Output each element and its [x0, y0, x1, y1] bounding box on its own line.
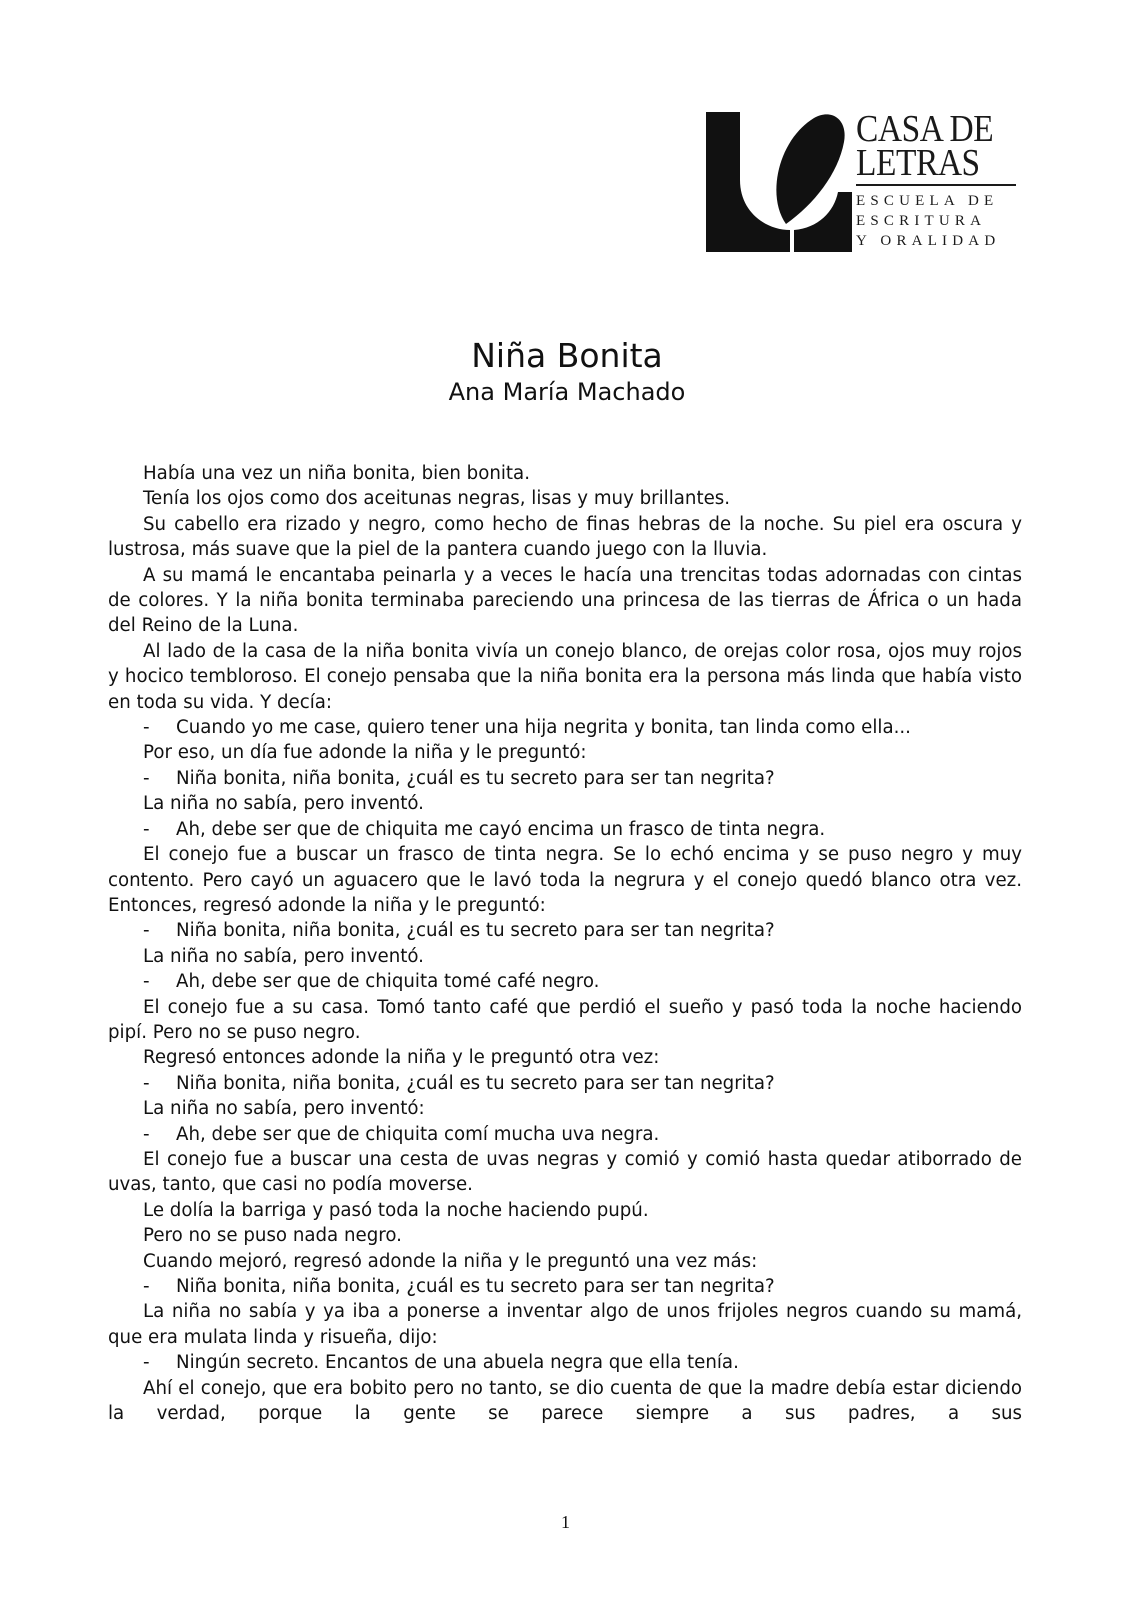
dialog-line — [108, 817, 1022, 842]
paragraph: El conejo fue a buscar un frasco de tinta negra. Se lo echó encima y se puso negro y muy contento. Pero cayó un aguacero que le lavó toda la negrura y el conejo quedó blanco otra vez. Entonces, regresó adonde la niña y le preguntó: — [108, 844, 1022, 916]
paragraph: Pero no se puso nada negro. — [143, 1225, 402, 1247]
dialog-text: Niña bonita, niña bonita, ¿cuál es tu secreto para ser tan negrita? — [176, 1072, 775, 1094]
logo-subtitle-line2: ESCRITURA — [856, 213, 987, 229]
dialog-line — [108, 1274, 1022, 1299]
logo-subtitle-line1: ESCUELA DE — [856, 193, 999, 209]
dialog-line — [108, 715, 1022, 740]
logo-text — [856, 108, 1026, 251]
story-body — [108, 461, 1022, 1426]
dialog-dash: - — [143, 1352, 150, 1374]
dialog-dash: - — [143, 767, 150, 789]
logo-divider — [856, 184, 1016, 186]
dialog-dash: - — [143, 1072, 150, 1094]
dialog-text: Niña bonita, niña bonita, ¿cuál es tu secreto para ser tan negrita? — [176, 920, 775, 942]
dialog-dash: - — [143, 1123, 150, 1145]
dialog-line — [108, 1122, 1022, 1147]
paragraph: El conejo fue a buscar una cesta de uvas negras y comió y comió hasta quedar atiborrado de uvas, tanto, que casi no podía moverse. — [108, 1148, 1022, 1196]
paragraph: Su cabello era rizado y negro, como hecho de finas hebras de la noche. Su piel era oscura y lustrosa, más suave que la piel de la pantera cuando juego con la lluvia. — [108, 513, 1022, 561]
dialog-text: Niña bonita, niña bonita, ¿cuál es tu secreto para ser tan negrita? — [176, 767, 775, 789]
paragraph: La niña no sabía, pero inventó. — [143, 945, 424, 967]
paragraph: Regresó entonces adonde la niña y le preguntó otra vez: — [143, 1047, 660, 1069]
author-name: Ana María Machado — [448, 378, 686, 406]
page-number: 1 — [561, 1512, 570, 1532]
paragraph: A su mamá le encantaba peinarla y a veces le hacía una trencitas todas adornadas con cintas de colores. Y la niña bonita terminaba pareciendo una princesa de las tierras de África o un hada del Reino de la Luna. — [108, 564, 1022, 637]
dialog-dash: - — [143, 717, 150, 739]
dialog-line — [108, 1350, 1022, 1375]
dialog-text: Ah, debe ser que de chiquita me cayó encima un frasco de tinta negra. — [176, 818, 826, 840]
dialog-text: Ningún secreto. Encantos de una abuela negra que ella tenía. — [176, 1352, 739, 1374]
paragraph: Había una vez un niña bonita, bien bonita. — [143, 463, 530, 484]
dialog-text: Niña bonita, niña bonita, ¿cuál es tu secreto para ser tan negrita? — [176, 1276, 775, 1297]
paragraph: Cuando mejoró, regresó adonde la niña y le preguntó una vez más: — [143, 1250, 758, 1272]
logo-title-line2: LETRAS — [856, 142, 980, 184]
paragraph: El conejo fue a su casa. Tomó tanto café que perdió el sueño y pasó toda la noche haciendo pipí. Pero no se puso negro. — [108, 996, 1022, 1043]
logo — [706, 108, 1026, 262]
dialog-line — [108, 1071, 1022, 1096]
paragraph: La niña no sabía, pero inventó. — [143, 793, 424, 815]
casa-de-letras-logo-icon — [706, 112, 852, 252]
page-title: Niña Bonita — [471, 336, 663, 375]
paragraph: Por eso, un día fue adonde la niña y le preguntó: — [143, 742, 587, 764]
dialog-line — [108, 766, 1022, 791]
dialog-dash: - — [143, 818, 150, 840]
dialog-text: Ah, debe ser que de chiquita tomé café negro. — [176, 971, 600, 993]
logo-subtitle-line3: Y ORALIDAD — [856, 233, 1001, 249]
dialog-text: Cuando yo me case, quiero tener una hija negrita y bonita, tan linda como ella... — [176, 717, 911, 739]
paragraph: Al lado de la casa de la niña bonita vivía un conejo blanco, de orejas color rosa, ojos muy rojos y hocico tembloroso. El conejo pensaba que la niña bonita era la persona más linda que había visto en toda su vida. Y decía: — [108, 640, 1022, 713]
dialog-dash: - — [143, 920, 150, 942]
logo-title-line1: CASA DE — [856, 108, 994, 150]
paragraph: Tenía los ojos como dos aceitunas negras, lisas y muy brillantes. — [143, 488, 731, 510]
paragraph: Le dolía la barriga y pasó toda la noche haciendo pupú. — [143, 1199, 649, 1221]
dialog-dash: - — [143, 971, 150, 993]
dialog-line — [108, 969, 1022, 994]
paragraph: La niña no sabía y ya iba a ponerse a inventar algo de unos frijoles negros cuando su mamá, que era mulata linda y risueña, dijo: — [108, 1301, 1022, 1348]
dialog-text: Ah, debe ser que de chiquita comí mucha uva negra. — [176, 1123, 660, 1145]
paragraph: Ahí el conejo, que era bobito pero no tanto, se dio cuenta de que la madre debía estar diciendo la verdad, porque la gente se parece siempre a sus padres, a sus — [108, 1377, 1022, 1425]
dialog-dash: - — [143, 1276, 150, 1297]
dialog-line — [108, 918, 1022, 943]
paragraph: La niña no sabía, pero inventó: — [143, 1098, 425, 1120]
